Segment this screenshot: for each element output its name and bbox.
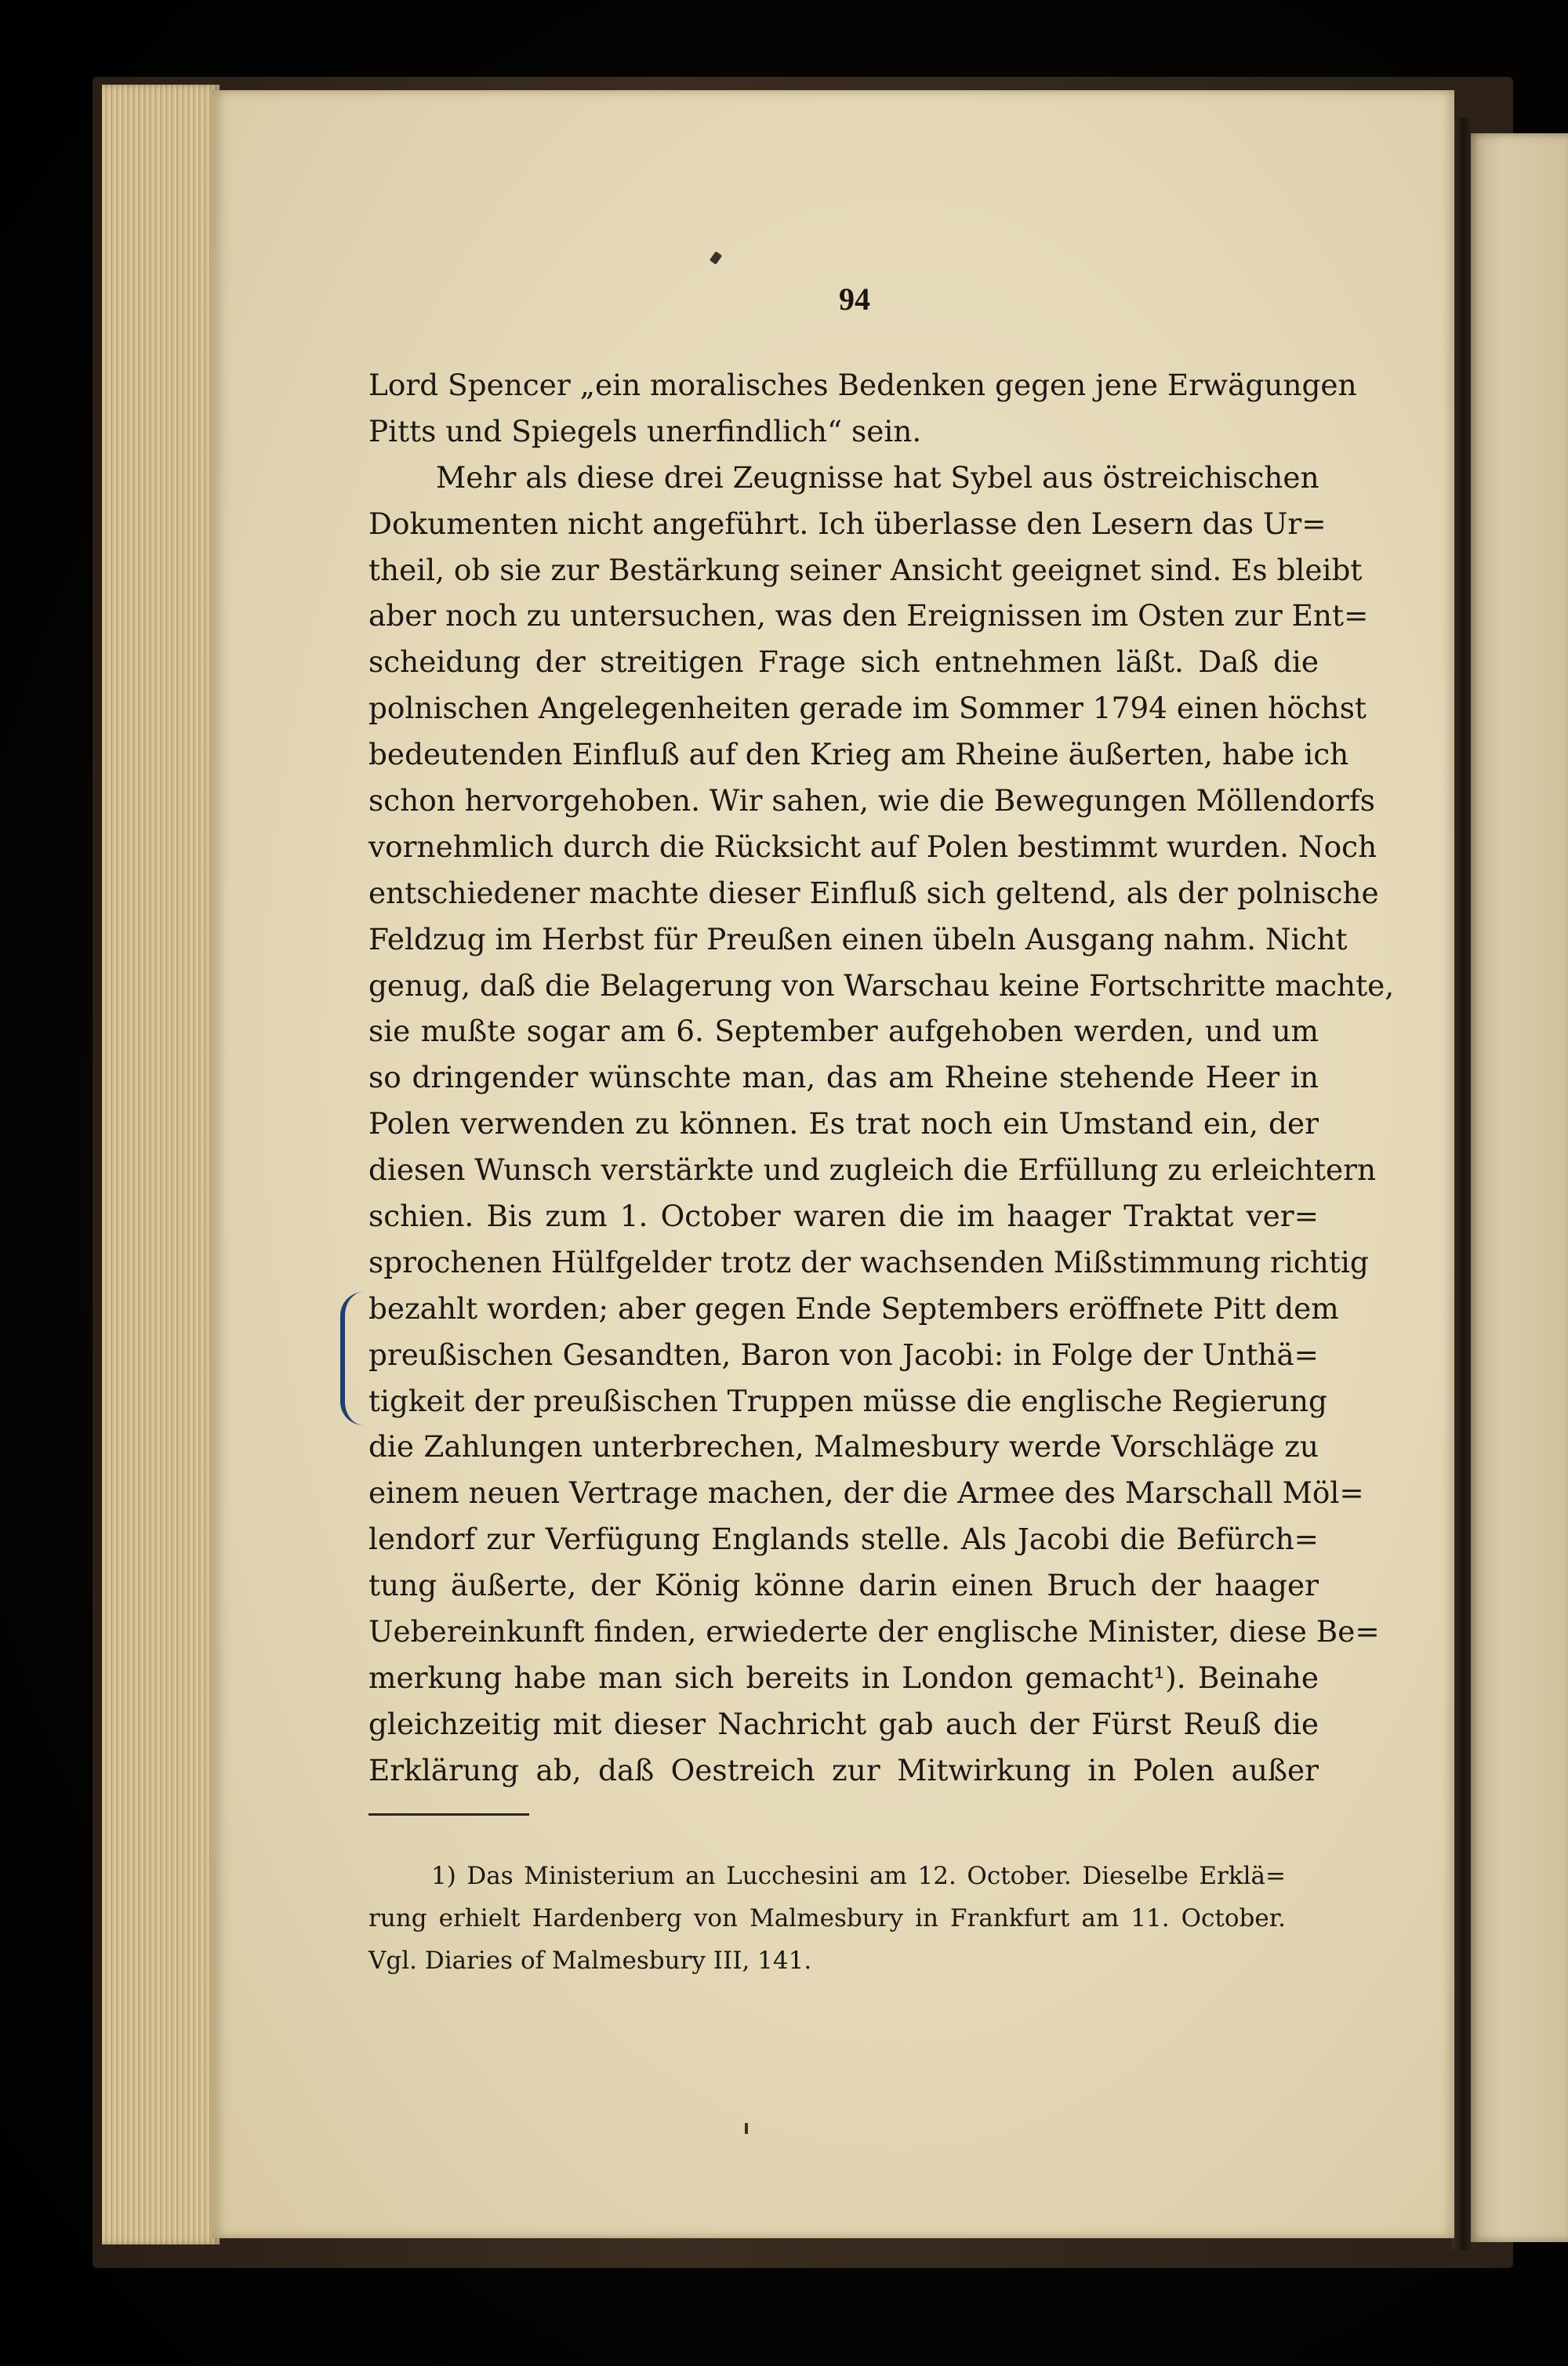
text-line: theil, ob sie zur Bestärkung seiner Ansicht geeignet sind. Es bleibt <box>368 552 1363 587</box>
text-line: genug, daß die Belagerung von Warschau keine Fortschritte machte, <box>368 967 1395 1003</box>
page-number: 94 <box>839 281 870 317</box>
text-line: Uebereinkunft finden, erwiederte der englische Minister, diese Be= <box>368 1614 1380 1649</box>
text-line: lendorf zur Verfügung Englands stelle. Als Jacobi die Befürch= <box>368 1522 1319 1557</box>
text-line: tung äußerte, der König könne darin einen Bruch der haager <box>368 1568 1319 1603</box>
text-line: Feldzug im Herbst für Preußen einen übeln Ausgang nahm. Nicht <box>368 921 1348 956</box>
text-line: Mehr als diese drei Zeugnisse hat Sybel aus östreichischen <box>436 459 1319 495</box>
text-line: einem neuen Vertrage machen, der die Armee des Marschall Möl= <box>368 1475 1364 1511</box>
text-line: polnischen Angelegenheiten gerade im Sommer 1794 einen höchst <box>368 691 1367 726</box>
text-line: gleichzeitig mit dieser Nachricht gab auch der Fürst Reuß die <box>368 1706 1319 1741</box>
page-edges <box>102 85 220 2244</box>
text-line: schien. Bis zum 1. October waren die im haager Traktat ver= <box>368 1199 1319 1234</box>
text-line: merkung habe man sich bereits in London gemacht¹). Beinahe <box>368 1660 1319 1695</box>
text-line: bedeutenden Einfluß auf den Krieg am Rheine äußerten, habe ich <box>368 737 1349 772</box>
text-line: so dringender wünschte man, das am Rheine stehende Heer in <box>368 1060 1319 1095</box>
footnote-line: Vgl. Diaries of Malmesbury III, 141. <box>368 1947 812 1975</box>
text-line: Pitts und Spiegels unerfindlich“ sein. <box>368 413 922 448</box>
footnote-divider <box>368 1813 529 1816</box>
text-line: sie mußte sogar am 6. September aufgehoben werden, und um <box>368 1014 1319 1049</box>
text-line: sprochenen Hülfgelder trotz der wachsenden Mißstimmung richtig <box>368 1244 1369 1279</box>
book-gutter <box>1452 118 1471 2250</box>
body-text <box>368 362 1395 1794</box>
text-line: Erklärung ab, daß Oestreich zur Mitwirkung in Polen außer <box>368 1752 1319 1787</box>
ink-speck <box>745 2123 748 2134</box>
text-line: Polen verwenden zu können. Es trat noch ein Umstand ein, der <box>368 1106 1319 1141</box>
text-line: preußischen Gesandten, Baron von Jacobi: in Folge der Unthä= <box>368 1337 1319 1372</box>
footnote <box>368 1855 1286 1982</box>
text-line: entschiedener machte dieser Einfluß sich geltend, als der polnische <box>368 875 1379 910</box>
text-line: bezahlt worden; aber gegen Ende Septembers eröffnete Pitt dem <box>368 1290 1339 1326</box>
text-line: aber noch zu untersuchen, was den Ereignissen im Osten zur Ent= <box>368 598 1369 633</box>
text-line: schon hervorgehoben. Wir sahen, wie die Bewegungen Möllendorfs <box>368 783 1375 818</box>
facing-page <box>1468 133 1568 2242</box>
text-line: Dokumenten nicht angeführt. Ich überlasse den Lesern das Ur= <box>368 506 1327 541</box>
footnote-line: rung erhielt Hardenberg von Malmesbury in Frankfurt am 11. October. <box>368 1904 1286 1932</box>
text-line: diesen Wunsch verstärkte und zugleich die Erfüllung zu erleichtern <box>368 1152 1377 1188</box>
text-line: vornehmlich durch die Rücksicht auf Polen bestimmt wurden. Noch <box>368 829 1377 864</box>
text-line: die Zahlungen unterbrechen, Malmesbury werde Vorschläge zu <box>368 1429 1319 1464</box>
text-line: scheidung der streitigen Frage sich entnehmen läßt. Daß die <box>368 644 1319 680</box>
text-line: Lord Spencer „ein moralisches Bedenken gegen jene Erwägungen <box>368 368 1357 402</box>
text-line: tigkeit der preußischen Truppen müsse die englische Regierung <box>368 1383 1327 1418</box>
margin-pencil-mark <box>340 1292 367 1425</box>
footnote-line: 1) Das Ministerium an Lucchesini am 12. October. Dieselbe Erklä= <box>431 1862 1286 1890</box>
